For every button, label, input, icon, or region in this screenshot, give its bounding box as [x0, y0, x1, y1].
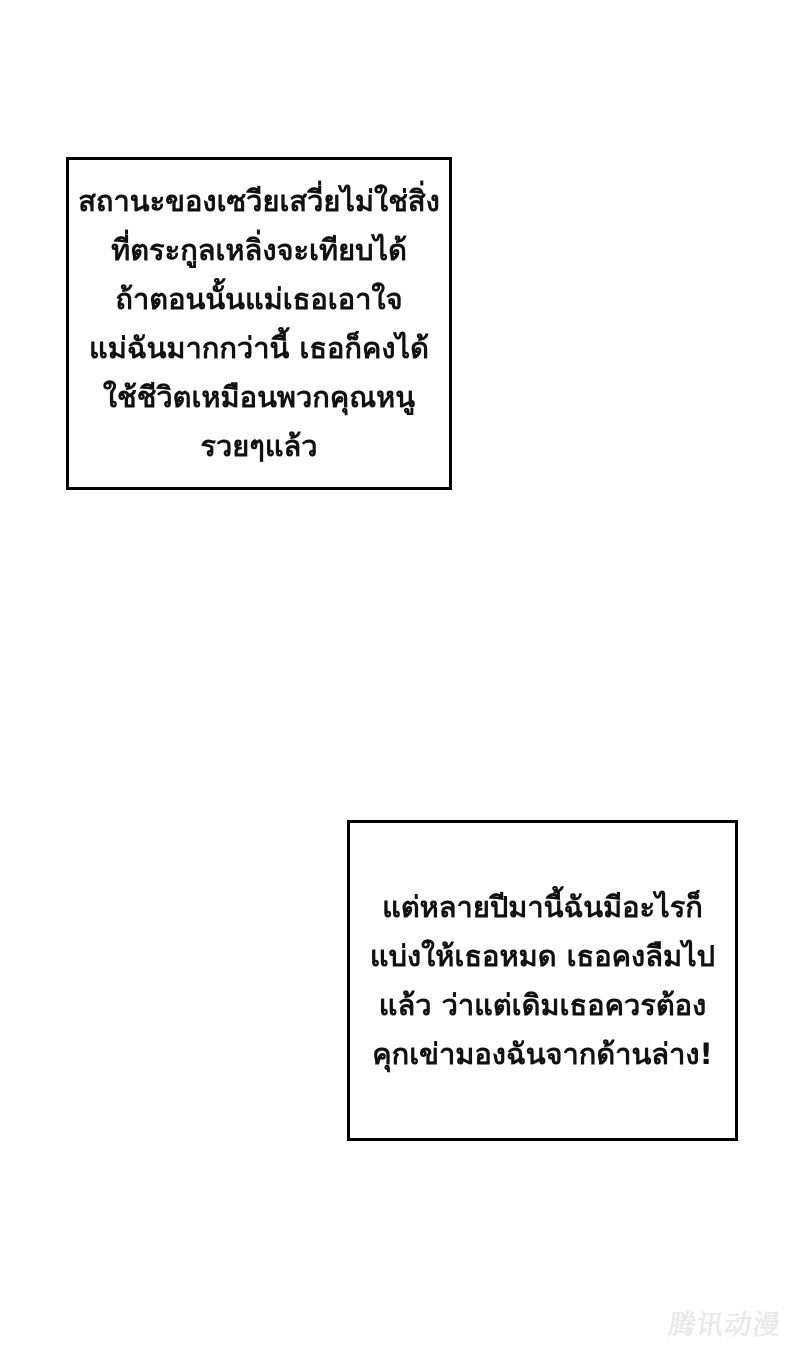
publisher-watermark: 腾讯动漫: [666, 1309, 783, 1341]
narration-box-2-line: แบ่งให้เธอหมด เธอคงลืมไป: [369, 938, 716, 973]
narration-box-1-line: ใช้ชีวิตเหมือนพวกคุณหนู: [102, 379, 416, 414]
narration-box-2-line: แต่หลายปีมานี้ฉันมีอะไรก็: [382, 889, 703, 924]
narration-box-1-line: สถานะของเซวียเสวี่ยไม่ใช่สิ่ง: [78, 183, 440, 218]
narration-box-1-line: ที่ตระกูลเหลิ่งจะเทียบได้: [111, 232, 407, 267]
narration-box-1-line: แม่ฉันมากกว่านี้ เธอก็คงได้: [89, 330, 429, 365]
narration-box-1: [66, 157, 452, 490]
narration-box-2-line: คุกเข่ามองฉันจากด้านล่าง!: [372, 1036, 713, 1071]
narration-box-2: [347, 820, 738, 1141]
narration-box-1-line: รวยๆแล้ว: [200, 428, 318, 463]
narration-box-2-line: แล้ว ว่าแต่เดิมเธอควรต้อง: [378, 987, 707, 1022]
narration-box-1-line: ถ้าตอนนั้นแม่เธอเอาใจ: [115, 281, 403, 316]
